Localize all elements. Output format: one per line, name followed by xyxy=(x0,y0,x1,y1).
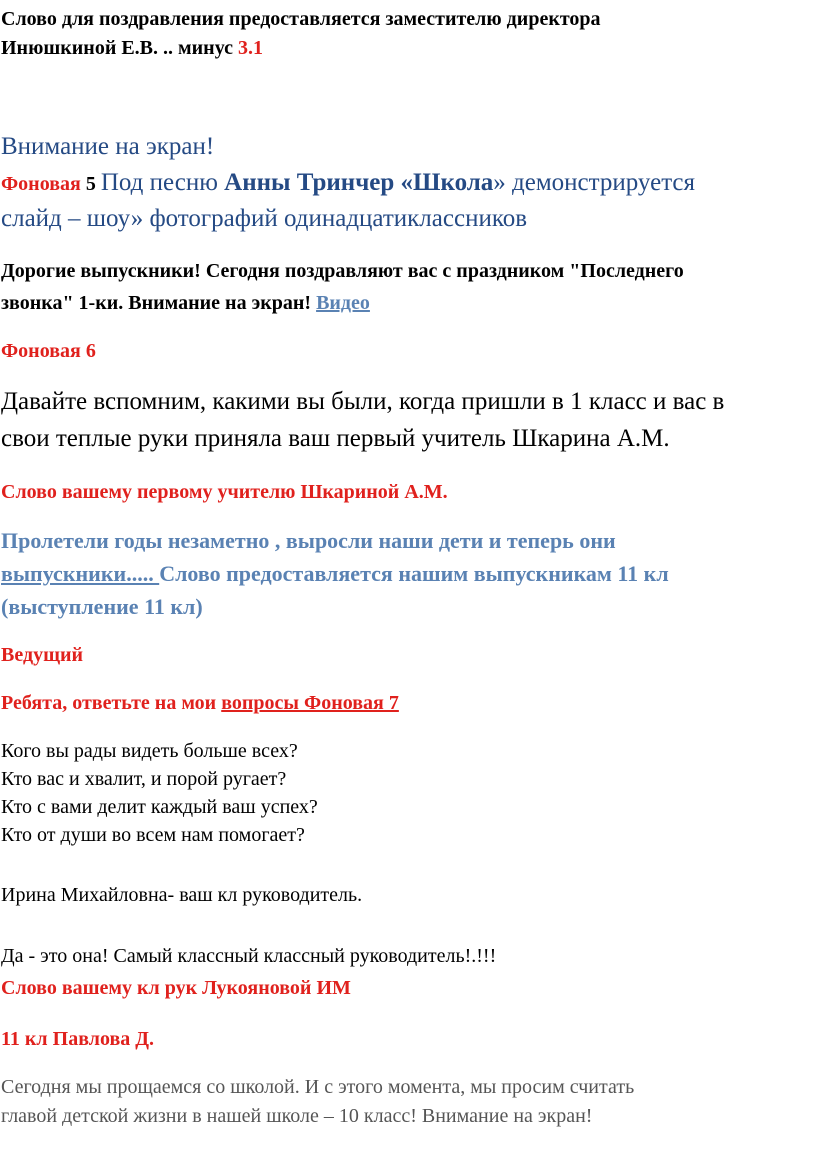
slideshow-line: слайд – шоу» фотографий одинадцатиклассников xyxy=(1,205,528,232)
minus-number: 3.1 xyxy=(237,37,263,59)
class-teacher-line: Ирина Михайловна- ваш кл руководитель. xyxy=(1,884,363,906)
farewell-line-2: главой детской жизни в нашей школе – 10 класс! Внимание на экран! xyxy=(1,1105,593,1127)
video-link[interactable]: Видео xyxy=(316,292,370,314)
poem-line-3: Кто с вами делит каждый ваш успех? xyxy=(1,796,318,818)
best-teacher-line: Да - это она! Самый классный классный руководитель!.!!! xyxy=(1,945,497,967)
song-title: Анны Тринчер «Школа xyxy=(224,169,494,196)
years-passed-line-1: Пролетели годы незаметно , выросли наши дети и теперь они xyxy=(1,528,616,553)
background-5-line: Фоновая 5 Под песню Анны Тринчер «Школа» демонстрируется xyxy=(1,169,696,196)
questions-heading: Ребята, ответьте на мои вопросы Фоновая 7 xyxy=(1,692,399,714)
graduates-greeting-line-2: звонка" 1-ки. Внимание на экран! Видео xyxy=(1,292,370,314)
years-passed-line-3: (выступление 11 кл) xyxy=(1,594,203,619)
paragraph-intro-line-2: Инюшкиной Е.В. .. минус 3.1 xyxy=(1,37,263,59)
paragraph-intro-line-1: Слово для поздравления предоставляется заместителю директора xyxy=(1,8,601,30)
farewell-line-1: Сегодня мы прощаемся со школой. И с этого момента, мы просим считать xyxy=(1,1076,635,1098)
background-label: Фоновая xyxy=(1,173,86,195)
attention-screen-line: Внимание на экран! xyxy=(1,133,215,160)
poem-line-2: Кто вас и хвалит, и порой ругает? xyxy=(1,768,287,790)
poem-line-4: Кто от души во всем нам помогает? xyxy=(1,824,305,846)
first-teacher-heading: Слово вашему первому учителю Шкариной А.М. xyxy=(1,481,448,503)
remember-line-2: свои теплые руки приняла ваш первый учитель Шкарина А.М. xyxy=(1,425,670,452)
remember-line-1: Давайте вспомним, какими вы были, когда пришли в 1 класс и вас в xyxy=(1,388,725,415)
poem-line-1: Кого вы рады видеть больше всех? xyxy=(1,740,298,762)
background-6-heading: Фоновая 6 xyxy=(1,340,96,362)
years-passed-line-2: выпускники..... Слово предоставляется нашим выпускникам 11 кл xyxy=(1,561,669,586)
host-heading: Ведущий xyxy=(1,644,84,666)
class-teacher-speech-heading: Слово вашему кл рук Лукояновой ИМ xyxy=(1,977,351,999)
graduates-greeting-line-1: Дорогие выпускники! Сегодня поздравляют вас с праздником "Последнего xyxy=(1,260,684,282)
pavlova-heading: 11 кл Павлова Д. xyxy=(1,1028,155,1050)
